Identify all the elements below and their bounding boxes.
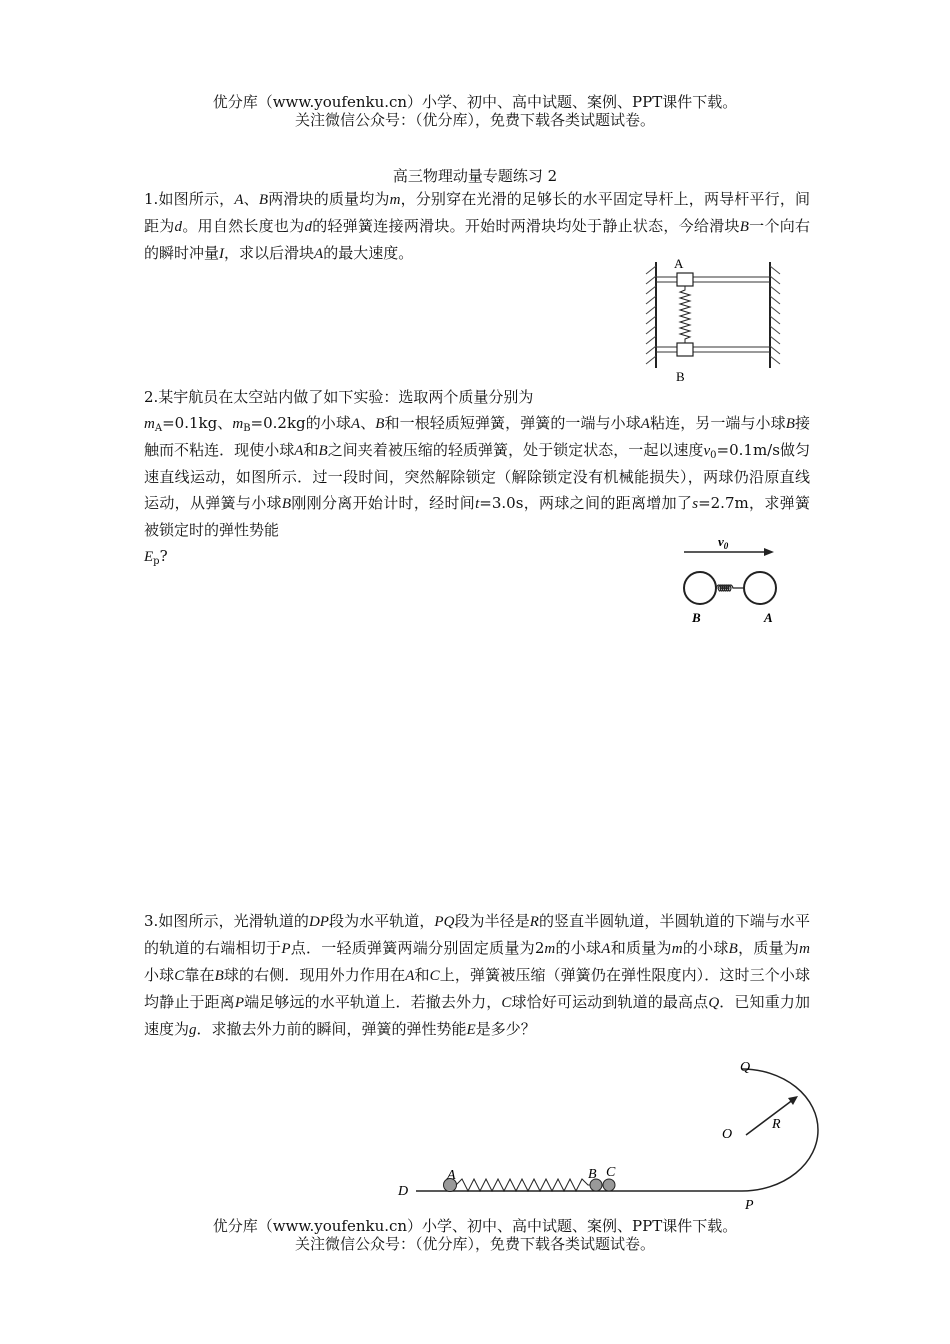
label-q: Q: [740, 1060, 751, 1075]
label-d: D: [398, 1184, 409, 1199]
label-c: C: [606, 1165, 616, 1180]
spring: [456, 1179, 591, 1191]
ball-c: [603, 1179, 615, 1191]
page-title: 高三物理动量专题练习 2: [392, 167, 558, 185]
label-p: P: [745, 1198, 754, 1213]
spring: [680, 286, 690, 343]
radius-arrowhead: [788, 1096, 798, 1105]
question-2-figure: [676, 532, 796, 632]
label-b: B: [676, 369, 685, 384]
label-a: A: [447, 1168, 456, 1183]
ball-a: [744, 572, 776, 604]
label-b: B: [588, 1167, 597, 1182]
compressed-spring: [716, 585, 744, 591]
question-3-text: 3.如图所示，光滑轨道的DP段为水平轨道，PQ段为半径是R的竖直半圆轨道，半圆轨道的下端与水平的轨道的右端相切于P点．一轻质弹簧两端分别固定质量为2m的小球A和质量为m的小球B，质量为m小球C靠在B球的右侧．现用外力作用在A和C上，弹簧被压缩（弹簧仍在弹性限度内）．这时三个小球均静止于距离P端足够远的水平轨道上．若撤去外力，C球恰好可运动到轨道的最高点Q．已知重力加速度为g．求撤去外力前的瞬间，弹簧的弹性势能E是多少？: [144, 912, 810, 1038]
label-r: R: [772, 1117, 781, 1132]
question-2-text: 2.某宇航员在太空站内做了如下实验：选取两个质量分别为 $m_A=0.1kg$、$m_B=0.2kg$的小球A、B和一根轻质短弹簧，弹簧的一端与小球A粘连，另一端与小球B接触而不粘连．现使小球A和B之间夹着被压缩的轻质弹簧，处于锁定状态，一起以速度$v_0=0.1m/s$做匀速直线运动，如图所示．过一段时间，突然解除锁定（解除锁定没有机械能损失），两球仍沿原直线运动，从弹簧与小球B刚刚分离开始计时，经时间t=3.0s，两球之间的距离增加了s=2.7m，求弹簧被锁定时的弹性势能 $E_p$?: [144, 388, 810, 567]
slider-a: [677, 273, 693, 286]
header-line-1: 优分库（www.youfenku.cn）小学、初中、高中试题、案例、PPT课件下载。: [212, 93, 738, 111]
footer-line-1: 优分库（www.youfenku.cn）小学、初中、高中试题、案例、PPT课件下载。: [212, 1217, 738, 1235]
ball-b: [684, 572, 716, 604]
radius-arrow: [746, 1099, 794, 1135]
velocity-arrowhead: [764, 548, 774, 556]
label-o: O: [722, 1127, 733, 1142]
rods: [656, 277, 770, 352]
label-a: A: [764, 610, 773, 625]
footer-line-2: 关注微信公众号：（优分库），免费下载各类试题试卷。: [294, 1235, 655, 1253]
velocity-label: $v_0$: [718, 534, 729, 551]
question-3-figure: [390, 1055, 830, 1215]
label-a: A: [674, 256, 684, 271]
header-line-2: 关注微信公众号：（优分库），免费下载各类试题试卷。: [294, 111, 655, 129]
left-wall-hatching: [646, 266, 656, 364]
slider-b: [677, 343, 693, 356]
right-wall-hatching: [770, 266, 780, 364]
label-b: B: [692, 610, 701, 625]
question-1-text: 1.如图所示，A、B两滑块的质量均为m，分别穿在光滑的足够长的水平固定导杆上，两导杆平行，间距为d。用自然长度也为d的轻弹簧连接两滑块。开始时两滑块均处于静止状态，今给滑块B一个向右的瞬时冲量I，求以后滑块A的最大速度。: [144, 190, 810, 262]
question-1-figure: [640, 252, 790, 384]
